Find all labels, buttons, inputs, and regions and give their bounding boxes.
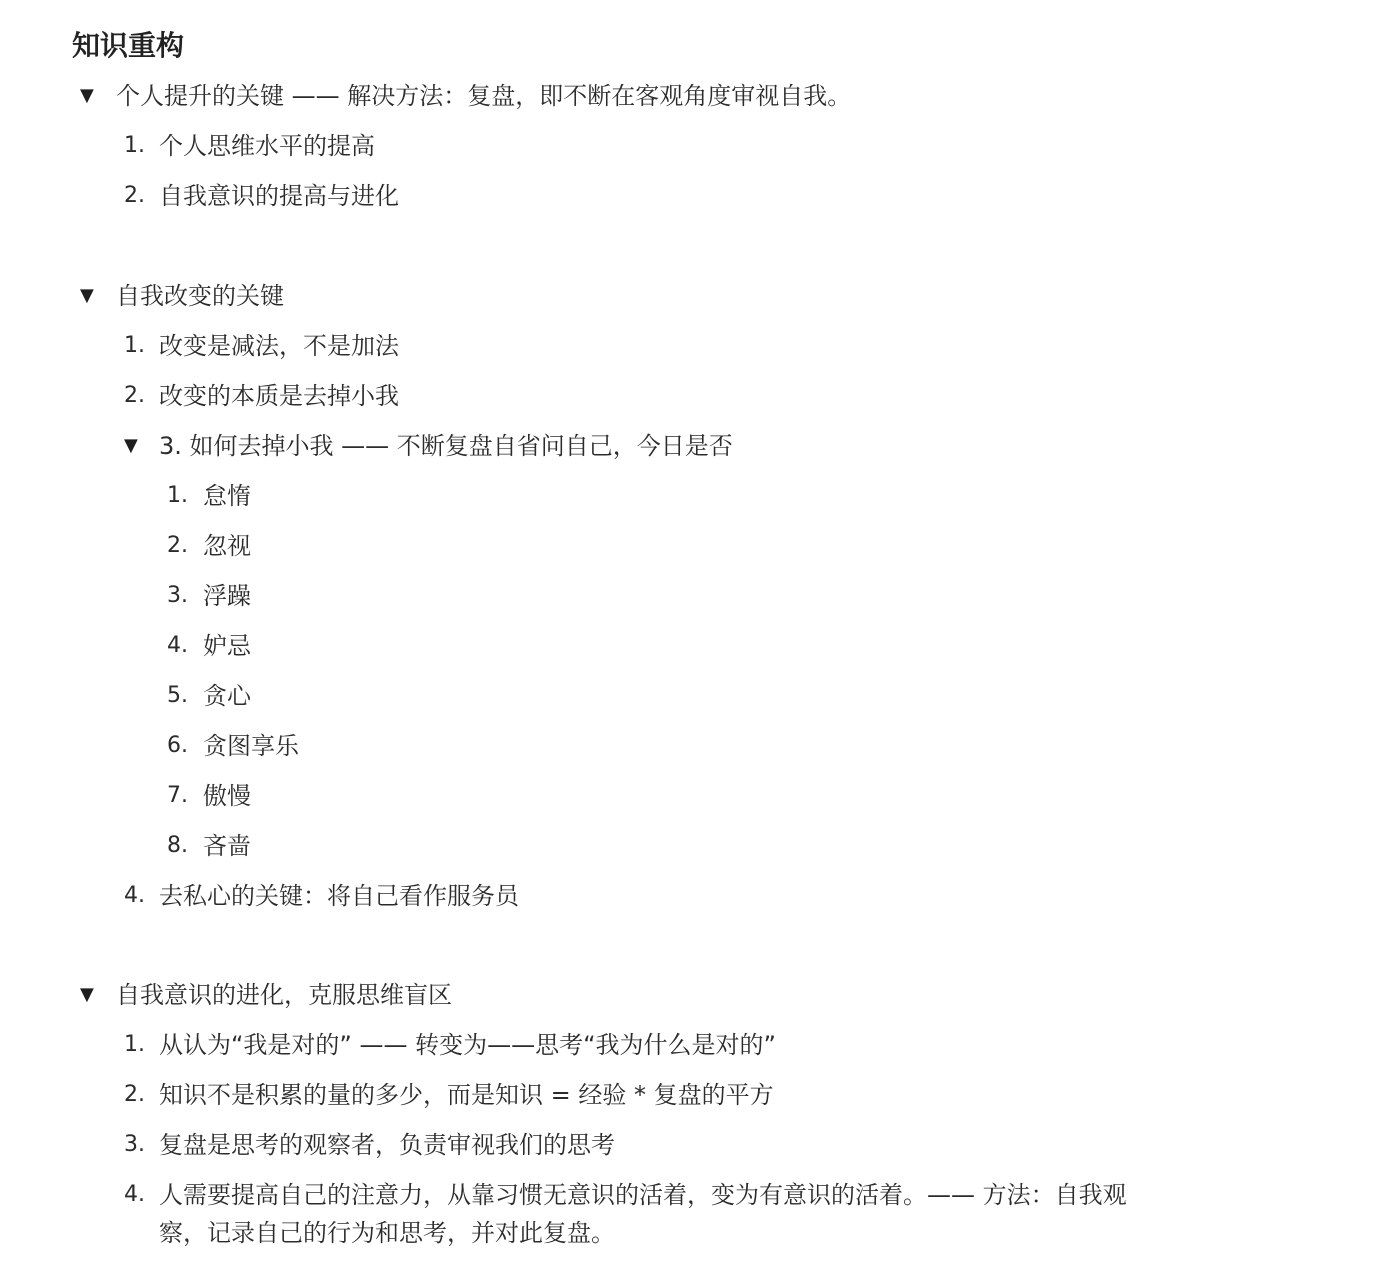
list-number: 1. <box>167 483 188 508</box>
list-number: 7. <box>167 783 188 808</box>
list-item: 复盘是思考的观察者，负责审视我们的思考 <box>159 1131 615 1159</box>
list-number: 3. <box>167 583 188 608</box>
list-item: 知识不是积累的量的多少，而是知识 = 经验 * 复盘的平方 <box>159 1081 774 1109</box>
list-item: 傲慢 <box>203 782 251 810</box>
list-item: 改变的本质是去掉小我 <box>159 382 399 410</box>
collapse-toggle-icon[interactable]: ▼ <box>80 85 94 106</box>
collapse-toggle-icon[interactable]: ▼ <box>124 435 138 456</box>
list-number: 4. <box>124 883 145 908</box>
list-number: 4. <box>167 633 188 658</box>
list-number: 5. <box>167 683 188 708</box>
section-heading: 自我意识的进化，克服思维盲区 <box>116 981 452 1009</box>
list-item: 吝啬 <box>203 832 251 860</box>
list-item: 个人思维水平的提高 <box>159 132 375 160</box>
list-item: 去私心的关键：将自己看作服务员 <box>159 882 519 910</box>
list-number: 8. <box>167 833 188 858</box>
list-item: 贪图享乐 <box>203 732 299 760</box>
list-number: 2. <box>124 183 145 208</box>
list-item: 怠惰 <box>203 482 251 510</box>
list-item: 贪心 <box>203 682 251 710</box>
list-number: 4. <box>124 1182 145 1207</box>
collapse-toggle-icon[interactable]: ▼ <box>80 285 94 306</box>
list-item: 忽视 <box>203 532 251 560</box>
list-item: 改变是减法，不是加法 <box>159 332 399 360</box>
list-number: 1. <box>124 1032 145 1057</box>
list-number: 2. <box>124 383 145 408</box>
list-item: 自我意识的提高与进化 <box>159 182 399 210</box>
collapse-toggle-icon[interactable]: ▼ <box>80 984 94 1005</box>
list-item: 人需要提高自己的注意力，从靠习惯无意识的活着，变为有意识的活着。—— 方法：自我观察，记录自己的行为和思考，并对此复盘。 <box>159 1181 1127 1247</box>
page-title: 知识重构 <box>72 29 185 62</box>
list-item: 从认为“我是对的” —— 转变为——思考“我为什么是对的” <box>159 1031 776 1059</box>
list-number: 1. <box>124 133 145 158</box>
list-number: 1. <box>124 333 145 358</box>
list-number: 2. <box>124 1082 145 1107</box>
list-number: 3. <box>124 1132 145 1157</box>
list-item: 3. 如何去掉小我 —— 不断复盘自省问自己，今日是否 <box>159 432 733 460</box>
section-heading: 个人提升的关键 —— 解决方法：复盘，即不断在客观角度审视自我。 <box>116 82 852 110</box>
section-heading: 自我改变的关键 <box>116 282 284 310</box>
list-number: 6. <box>167 733 188 758</box>
list-item: 妒忌 <box>203 632 251 660</box>
list-number: 2. <box>167 533 188 558</box>
list-item: 浮躁 <box>203 582 251 610</box>
